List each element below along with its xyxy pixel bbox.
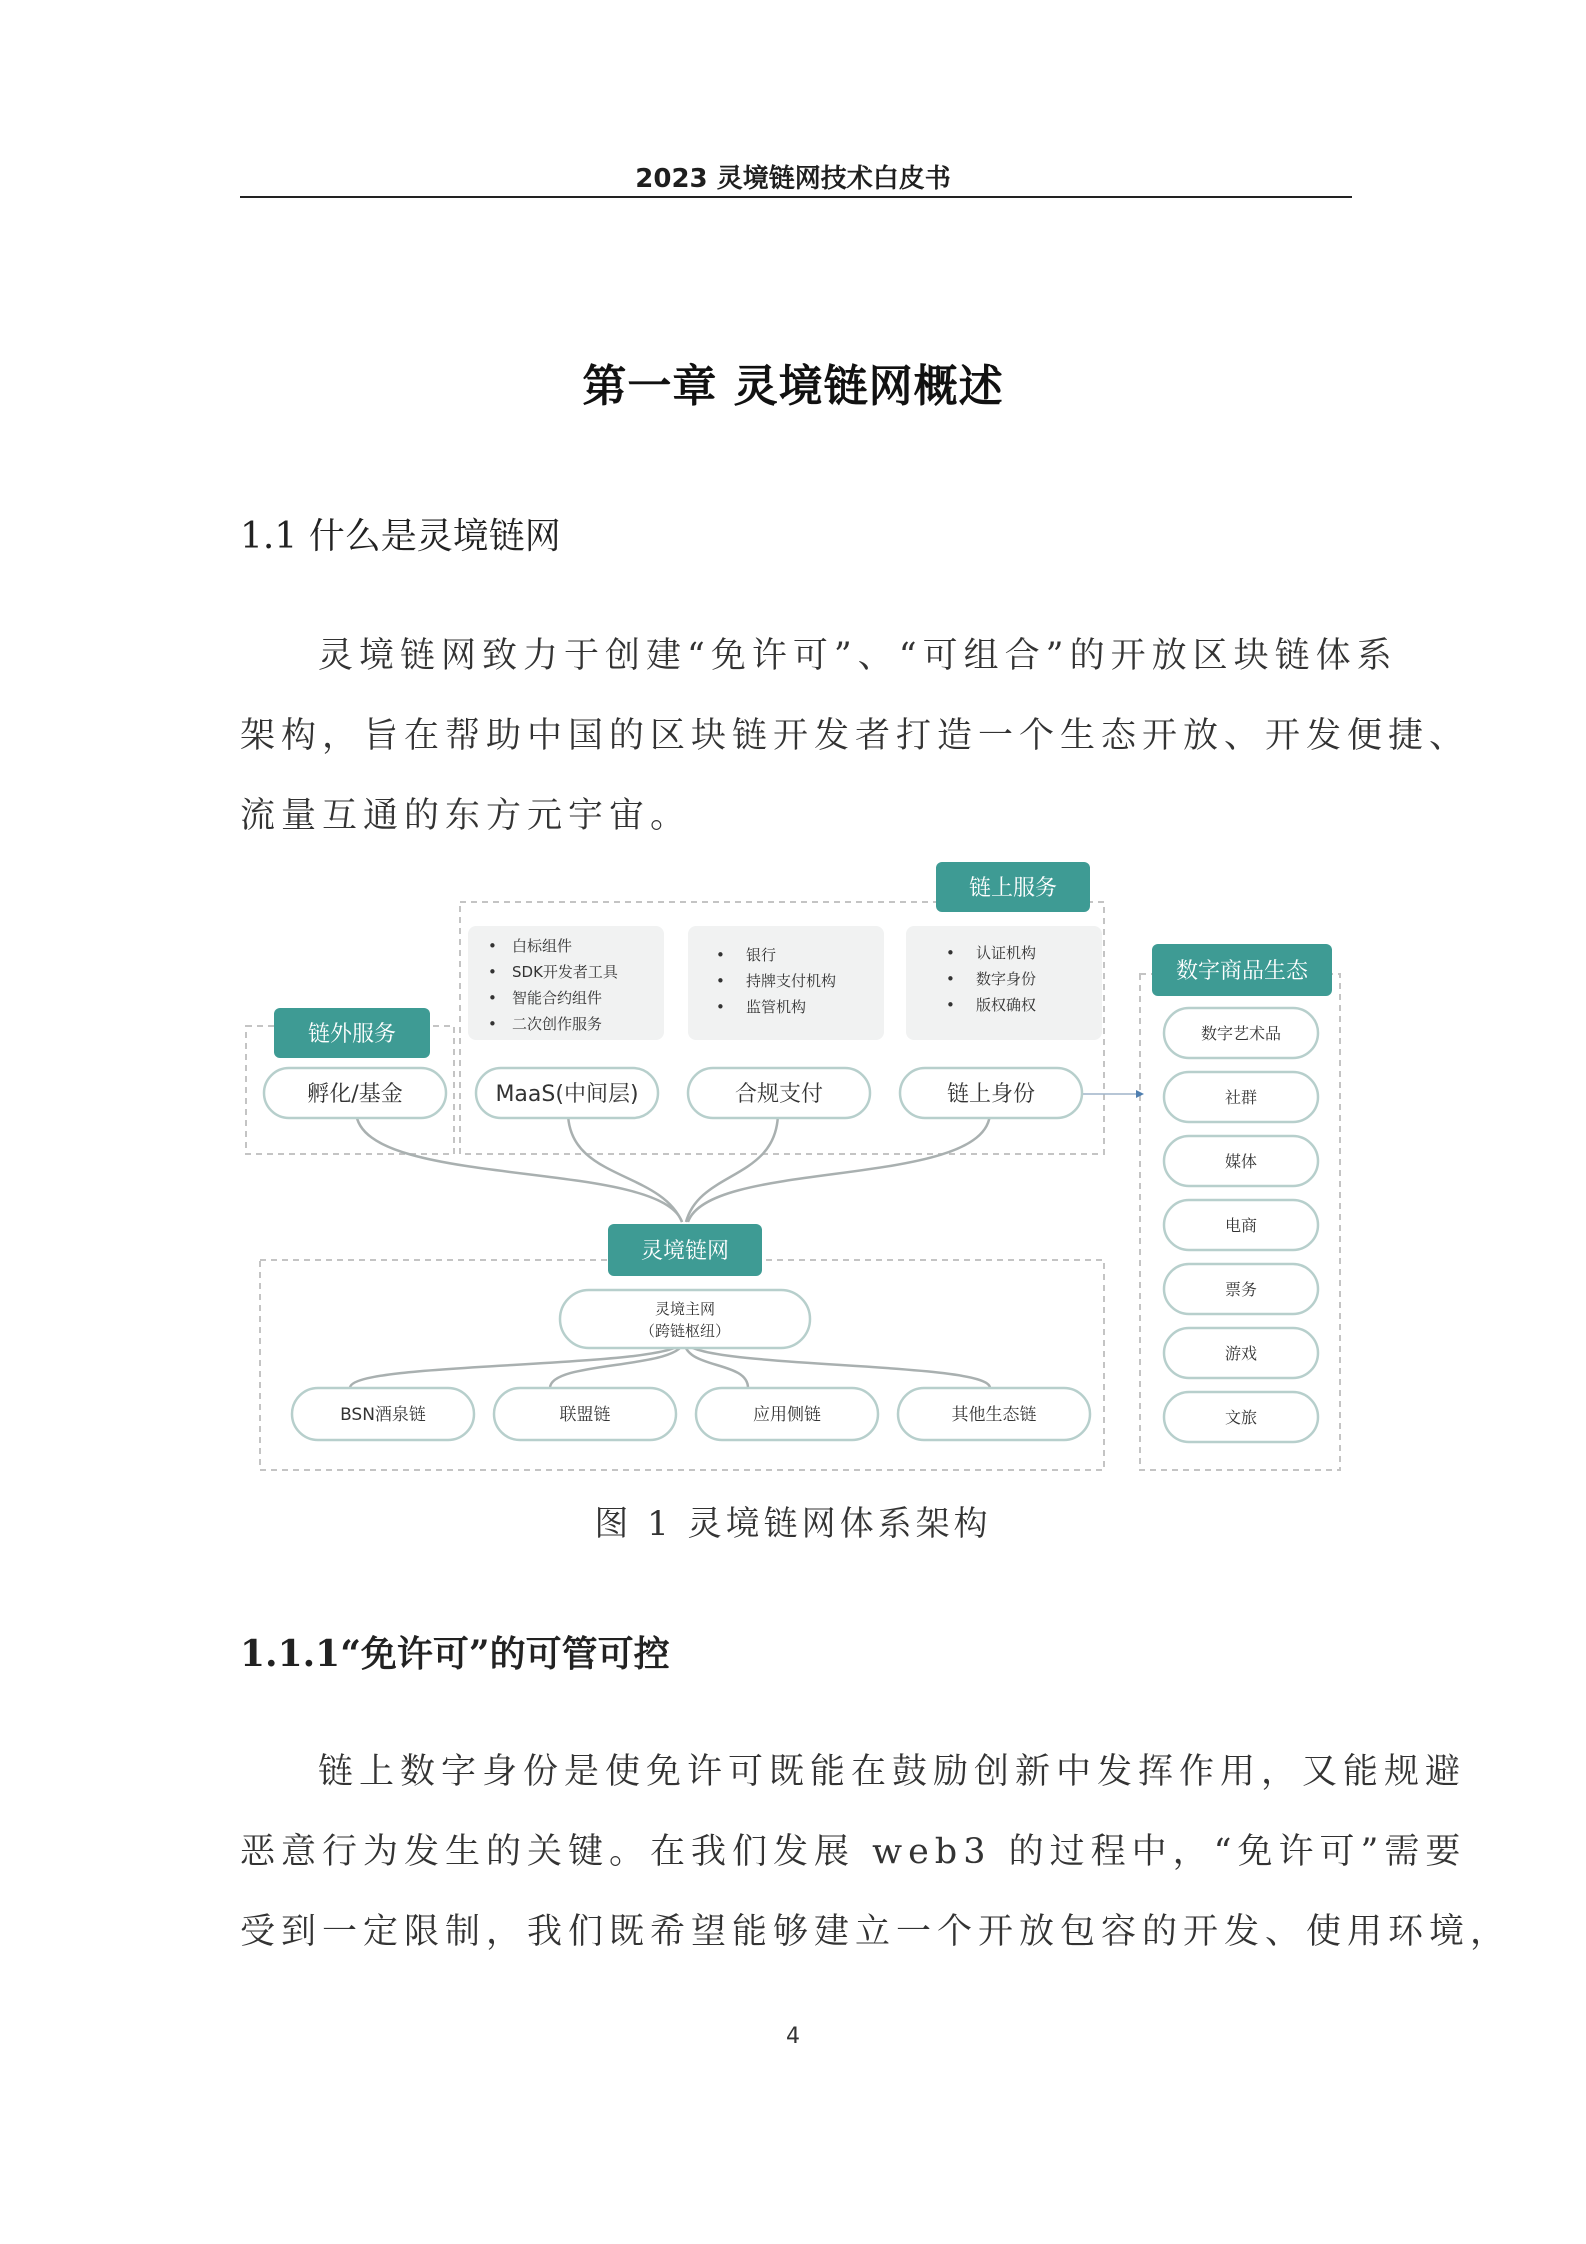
ecosystem-item-label: 文旅 [1224,1408,1258,1427]
svg-text:•: • [716,946,725,964]
svg-text:•: • [946,944,955,962]
svg-text:•: • [488,963,497,981]
payment-item: 银行 [746,946,777,964]
chain-label: BSN酒泉链 [340,1405,426,1425]
figure-caption: 图 1 灵境链网体系架构 [594,1504,992,1544]
ecosystem-item-label: 游戏 [1224,1344,1258,1363]
chain-label: 联盟链 [559,1405,611,1425]
ecosystem-item-label: 电商 [1224,1216,1258,1235]
chain-label: 其他生态链 [951,1405,1037,1425]
component-item: 二次创作服务 [512,1015,603,1033]
svg-text:•: • [716,972,725,990]
running-header: 2023 灵境链网技术白皮书 [635,164,951,194]
svg-text:•: • [488,1015,497,1033]
paragraph-1-line-1: 灵境链网致力于创建“免许可”、“可组合”的开放区块链体系 [318,636,1398,676]
architecture-diagram [230,840,1360,1480]
component-item: 智能合约组件 [512,989,603,1007]
paragraph-2-line-1: 链上数字身份是使免许可既能在鼓励创新中发挥作用，又能规避 [318,1752,1467,1792]
offchain-services-label: 链外服务 [307,1022,397,1047]
section-heading-1-1: 1.1 什么是灵境链网 [240,516,561,557]
ecosystem-item-label: 社群 [1224,1088,1258,1107]
paragraph-1-line-3: 流量互通的东方元宇宙。 [240,796,692,836]
main-net-label: 灵境主网 [654,1300,716,1318]
paragraph-2-line-2: 恶意行为发生的关键。在我们发展 web3 的过程中，“免许可”需要 [240,1832,1467,1872]
component-item: SDK开发者工具 [512,963,618,981]
main-net-sublabel: （跨链枢纽） [639,1322,731,1340]
ecosystem-item-label: 媒体 [1224,1152,1258,1171]
chain-label: 应用侧链 [753,1405,821,1425]
page-number: 4 [786,2024,800,2049]
identity-item: 认证机构 [976,944,1037,962]
identity-item: 数字身份 [976,970,1037,988]
svg-text:•: • [488,937,497,955]
maas-label: MaaS(中间层) [495,1082,639,1107]
svg-text:•: • [488,989,497,1007]
ecosystem-item-label: 票务 [1224,1280,1258,1299]
payment-item: 持牌支付机构 [746,972,837,990]
chapter-title: 第一章 灵境链网概述 [582,361,1004,412]
header-rule [240,196,1352,198]
ecosystem-item-label: 数字艺术品 [1200,1024,1282,1043]
svg-text:•: • [946,970,955,988]
identity-item: 版权确权 [976,996,1037,1014]
network-label: 灵境链网 [640,1239,730,1264]
paragraph-1-line-2: 架构，旨在帮助中国的区块链开发者打造一个生态开放、开发便捷、 [240,716,1471,756]
component-item: 白标组件 [512,937,573,955]
ecosystem-label: 数字商品生态 [1175,959,1309,984]
onchain-identity-label: 链上身份 [946,1082,1036,1107]
svg-text:•: • [716,998,725,1016]
paragraph-2-line-3: 受到一定限制，我们既希望能够建立一个开放包容的开发、使用环境， [240,1912,1512,1952]
svg-text:•: • [946,996,955,1014]
payment-item: 监管机构 [746,998,807,1016]
onchain-services-label: 链上服务 [968,876,1058,901]
section-heading-1-1-1: 1.1.1“免许可”的可管可控 [240,1633,670,1675]
incubation-fund-label: 孵化/基金 [307,1082,403,1107]
compliant-payment-label: 合规支付 [734,1082,824,1107]
